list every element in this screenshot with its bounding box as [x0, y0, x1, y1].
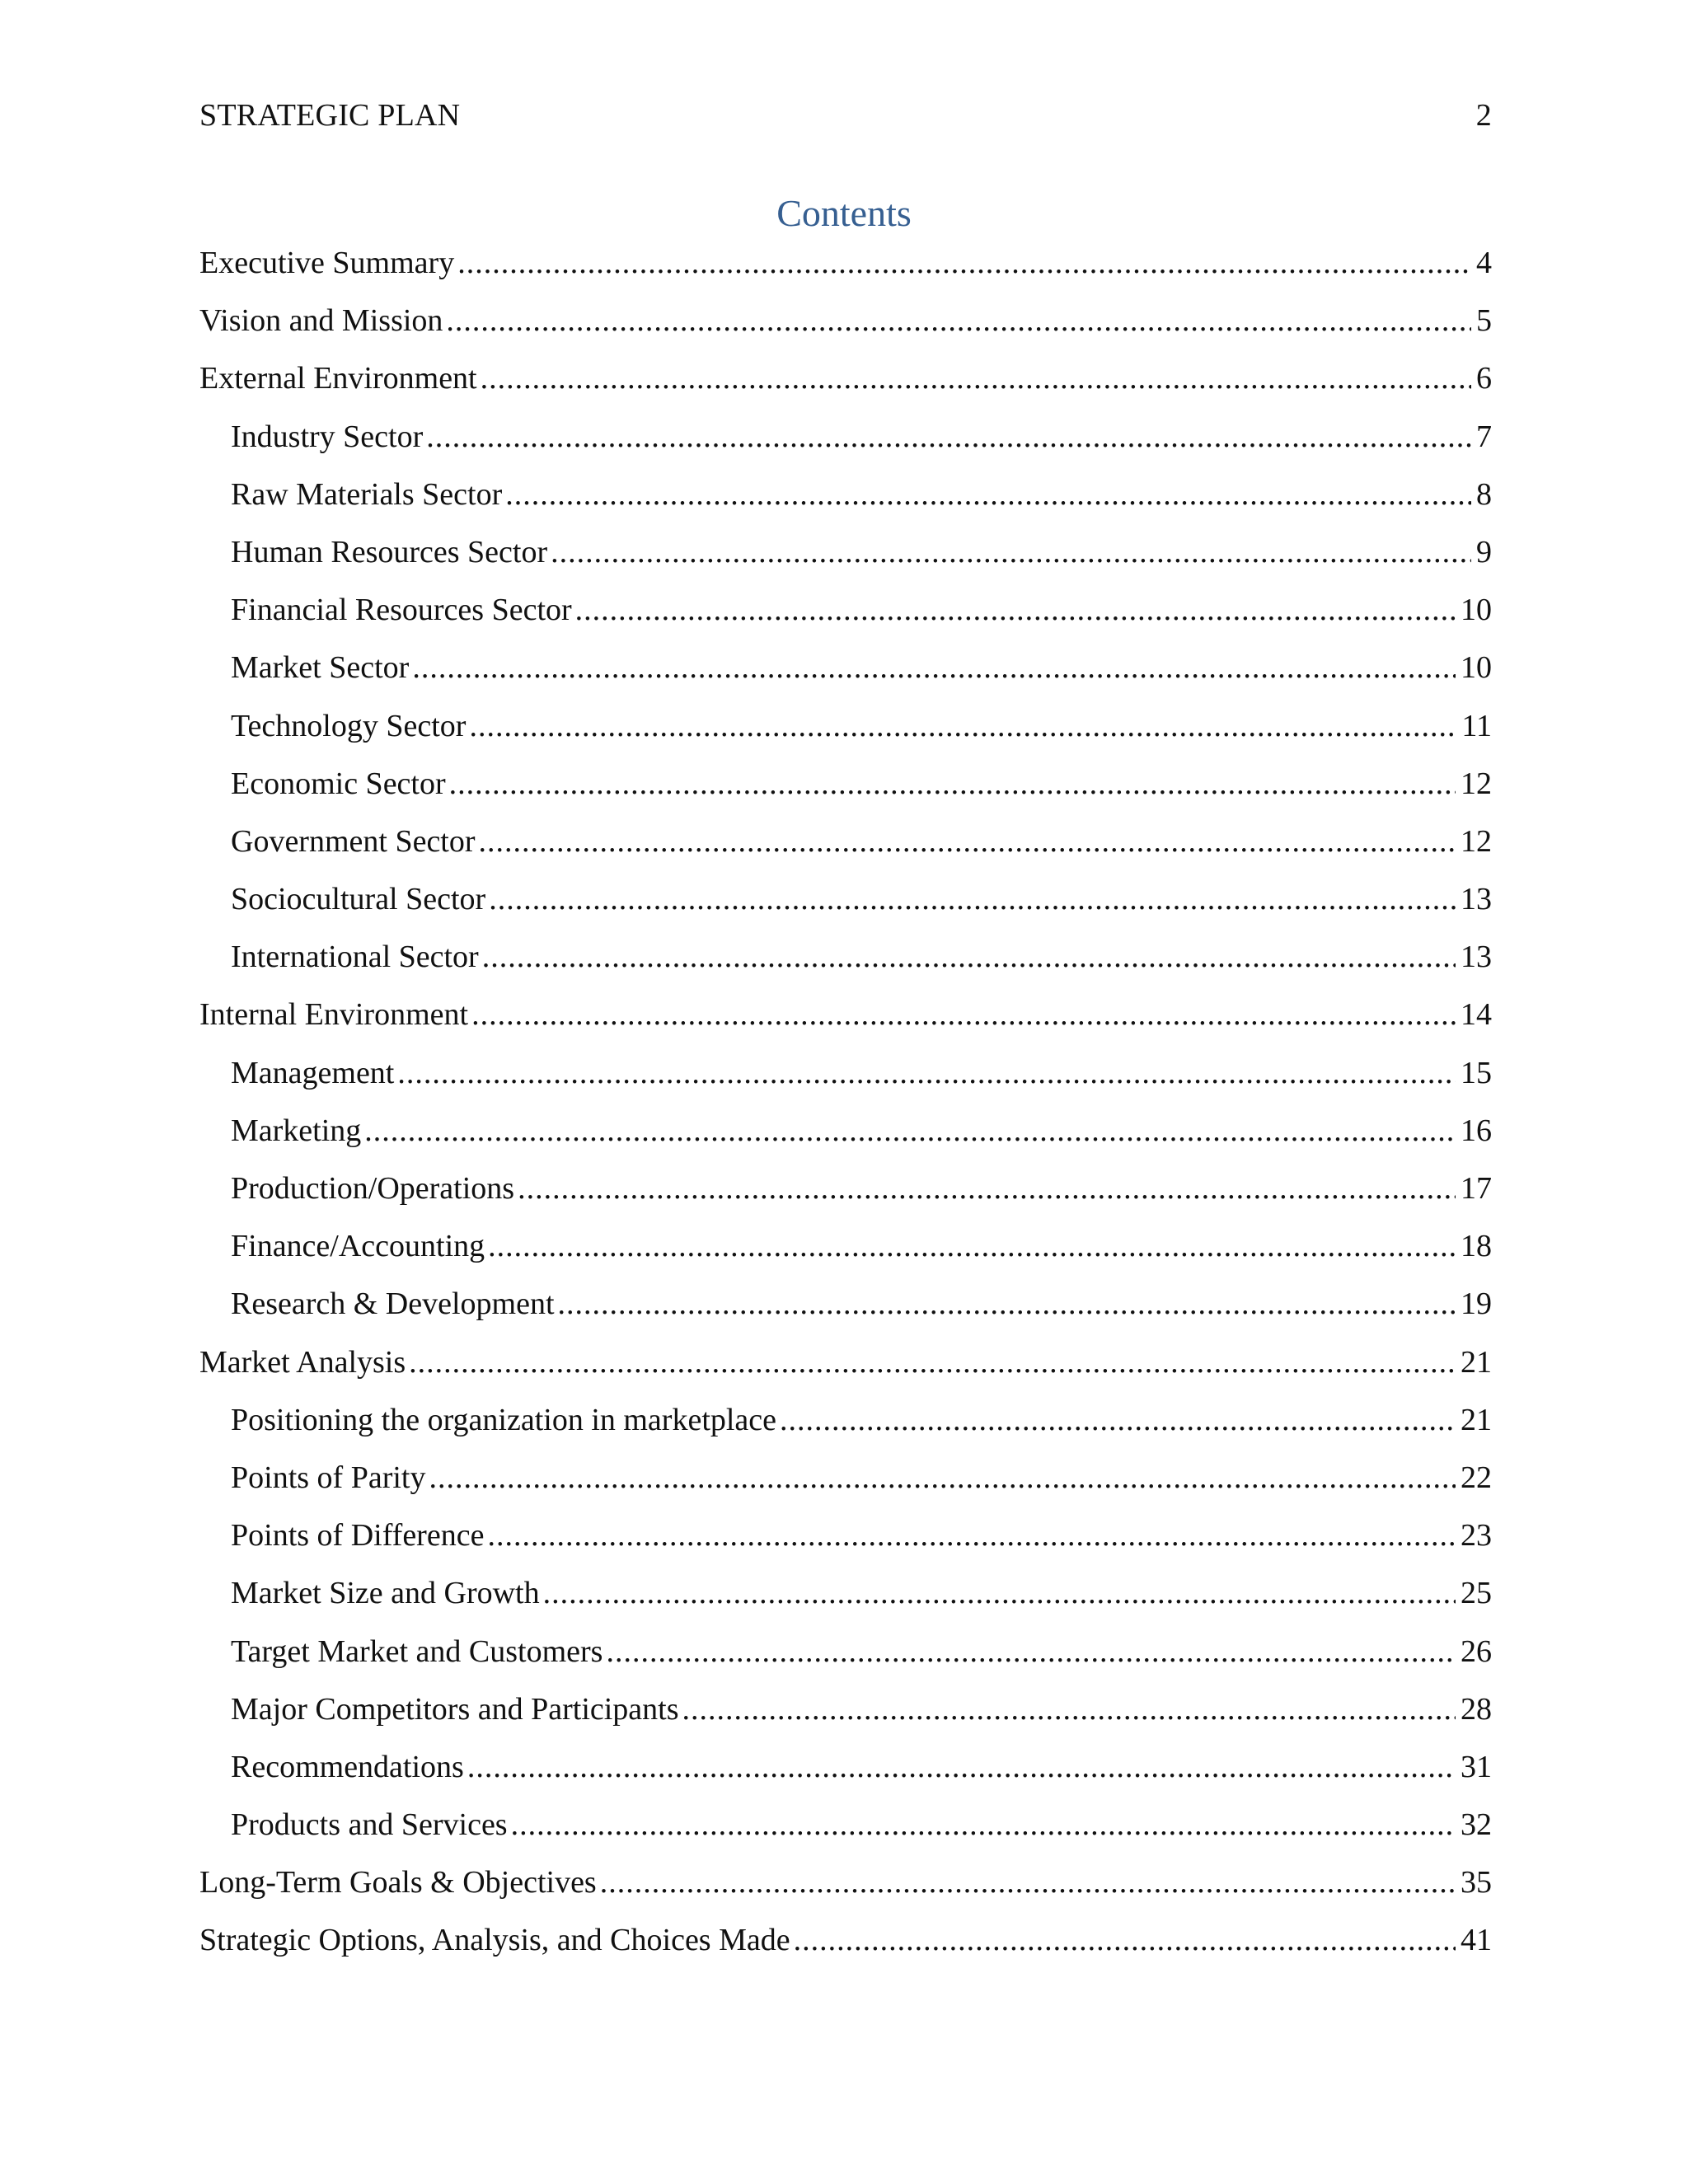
- toc-entry-page-number: 8: [1476, 476, 1492, 512]
- toc-entry[interactable]: [199, 1569, 1492, 1627]
- toc-dot-leader: [682, 1685, 1456, 1733]
- toc-entry[interactable]: [199, 702, 1492, 760]
- toc-entry-label: Financial Resources Sector: [231, 593, 572, 628]
- toc-dot-leader: [429, 1454, 1456, 1502]
- toc-entry-page-number: 17: [1461, 1171, 1492, 1206]
- toc-dot-leader: [409, 1338, 1456, 1386]
- toc-dot-leader: [600, 1858, 1456, 1906]
- toc-entry-label: Internal Environment: [199, 997, 469, 1033]
- toc-entry-page-number: 21: [1461, 1402, 1492, 1437]
- toc-entry-page-number: 9: [1476, 534, 1492, 569]
- toc-entry[interactable]: [199, 991, 1492, 1048]
- toc-entry-page-number: 31: [1461, 1749, 1492, 1784]
- toc-entry[interactable]: [199, 239, 1492, 297]
- toc-entry-page-number: 4: [1476, 246, 1492, 280]
- toc-entry[interactable]: [199, 760, 1492, 818]
- toc-entry-label: Recommendations: [231, 1749, 464, 1784]
- toc-dot-leader: [449, 760, 1456, 808]
- toc-entry-label: Market Sector: [231, 650, 410, 686]
- toc-entry-label: External Environment: [199, 361, 477, 396]
- toc-dot-leader: [505, 471, 1471, 518]
- toc-entry-label: Economic Sector: [231, 766, 446, 801]
- toc-entry-page-number: 10: [1461, 650, 1492, 686]
- toc-entry-label: Target Market and Customers: [231, 1633, 603, 1669]
- toc-entry-label: Human Resources Sector: [231, 534, 548, 569]
- toc-dot-leader: [364, 1107, 1456, 1155]
- toc-dot-leader: [518, 1165, 1456, 1212]
- toc-title: Contents: [776, 192, 912, 234]
- toc-entry-page-number: 13: [1461, 940, 1492, 975]
- toc-entry[interactable]: [199, 1165, 1492, 1222]
- toc-dot-leader: [511, 1801, 1456, 1849]
- toc-entry[interactable]: [199, 1916, 1492, 1974]
- toc-entry-page-number: 12: [1461, 823, 1492, 859]
- toc-dot-leader: [543, 1569, 1456, 1617]
- toc-dot-leader: [488, 1222, 1456, 1270]
- toc-entry[interactable]: [199, 528, 1492, 586]
- toc-entry-label: Major Competitors and Participants: [231, 1691, 679, 1727]
- toc-entry-page-number: 5: [1476, 303, 1492, 339]
- toc-dot-leader: [780, 1396, 1456, 1444]
- toc-entry[interactable]: [199, 1743, 1492, 1801]
- toc-dot-leader: [467, 1743, 1456, 1791]
- toc-entry[interactable]: [199, 1628, 1492, 1685]
- toc-entry[interactable]: [199, 1454, 1492, 1511]
- toc-entry[interactable]: [199, 1049, 1492, 1107]
- toc-entry-label: Industry Sector: [231, 419, 424, 454]
- toc-entry-label: Management: [231, 1055, 395, 1090]
- toc-dot-leader: [446, 297, 1471, 344]
- toc-dot-leader: [471, 991, 1456, 1038]
- toc-entry-label: Technology Sector: [231, 708, 467, 743]
- toc-entry-page-number: 11: [1461, 708, 1492, 743]
- toc-entry[interactable]: [199, 644, 1492, 701]
- toc-entry-label: International Sector: [231, 940, 479, 975]
- toc-entry[interactable]: [199, 1338, 1492, 1396]
- toc-dot-leader: [469, 702, 1456, 750]
- toc-dot-leader: [481, 354, 1471, 402]
- toc-entry-page-number: 26: [1461, 1633, 1492, 1669]
- toc-entry-label: Marketing: [231, 1113, 362, 1148]
- running-title: STRATEGIC PLAN: [199, 98, 461, 133]
- page-number: 2: [1475, 98, 1492, 133]
- toc-entry-page-number: 15: [1461, 1055, 1492, 1090]
- toc-dot-leader: [426, 413, 1471, 461]
- toc-entry[interactable]: [199, 1858, 1492, 1916]
- toc-entry-label: Positioning the organization in marketplace: [231, 1402, 777, 1437]
- toc-entry-page-number: 41: [1461, 1923, 1492, 1958]
- toc-entry-page-number: 16: [1461, 1113, 1492, 1148]
- toc-entry-label: Points of Difference: [231, 1518, 485, 1554]
- toc-dot-leader: [412, 644, 1456, 691]
- toc-entry-label: Production/Operations: [231, 1171, 515, 1206]
- toc-entry-page-number: 35: [1461, 1865, 1492, 1900]
- toc-entry[interactable]: [199, 1396, 1492, 1454]
- toc-entry[interactable]: [199, 933, 1492, 991]
- toc-dot-leader: [558, 1280, 1456, 1328]
- toc-entry-page-number: 28: [1461, 1691, 1492, 1727]
- toc-entry-page-number: 21: [1461, 1344, 1492, 1380]
- toc-entry[interactable]: [199, 875, 1492, 933]
- toc-entry[interactable]: [199, 297, 1492, 354]
- toc-entry-label: Products and Services: [231, 1807, 508, 1843]
- toc-entry-page-number: 32: [1461, 1807, 1492, 1843]
- toc-entry[interactable]: [199, 1801, 1492, 1858]
- toc-entry-label: Research & Development: [231, 1286, 555, 1322]
- toc-entry-page-number: 19: [1461, 1286, 1492, 1322]
- running-header: [199, 97, 1492, 138]
- toc-entry[interactable]: [199, 413, 1492, 471]
- toc-dot-leader: [794, 1916, 1456, 1964]
- toc-entry[interactable]: [199, 1222, 1492, 1280]
- toc-dot-leader: [489, 875, 1456, 923]
- toc-entry-label: Raw Materials Sector: [231, 476, 503, 512]
- toc-entry-label: Market Size and Growth: [231, 1576, 540, 1611]
- table-of-contents: [199, 239, 1492, 1975]
- toc-entry-page-number: 18: [1461, 1229, 1492, 1264]
- toc-dot-leader: [457, 239, 1471, 287]
- toc-entry[interactable]: [199, 586, 1492, 644]
- toc-entry[interactable]: [199, 354, 1492, 412]
- toc-entry-page-number: 10: [1461, 593, 1492, 628]
- toc-dot-leader: [551, 528, 1471, 576]
- toc-entry-page-number: 23: [1461, 1518, 1492, 1554]
- toc-entry[interactable]: [199, 818, 1492, 875]
- toc-entry-page-number: 25: [1461, 1576, 1492, 1611]
- toc-entry[interactable]: [199, 1685, 1492, 1743]
- toc-entry-page-number: 12: [1461, 766, 1492, 801]
- toc-dot-leader: [487, 1511, 1456, 1559]
- toc-entry-label: Government Sector: [231, 823, 476, 859]
- toc-dot-leader: [479, 818, 1456, 865]
- toc-entry-label: Vision and Mission: [199, 303, 443, 339]
- toc-entry-label: Executive Summary: [199, 246, 455, 280]
- toc-entry-page-number: 13: [1461, 882, 1492, 917]
- toc-entry[interactable]: [199, 1280, 1492, 1338]
- toc-dot-leader: [606, 1628, 1456, 1675]
- toc-dot-leader: [397, 1049, 1456, 1097]
- toc-entry[interactable]: [199, 1107, 1492, 1165]
- toc-entry-page-number: 22: [1461, 1460, 1492, 1495]
- toc-entry-label: Points of Parity: [231, 1460, 426, 1495]
- toc-dot-leader: [482, 933, 1456, 981]
- toc-entry-label: Long-Term Goals & Objectives: [199, 1865, 597, 1900]
- toc-entry-page-number: 7: [1476, 419, 1492, 454]
- toc-entry-label: Finance/Accounting: [231, 1229, 485, 1264]
- toc-dot-leader: [575, 586, 1456, 634]
- toc-entry-page-number: 6: [1476, 361, 1492, 396]
- toc-entry[interactable]: [199, 1511, 1492, 1569]
- toc-entry-label: Market Analysis: [199, 1344, 406, 1380]
- toc-entry-page-number: 14: [1461, 997, 1492, 1033]
- toc-entry-label: Strategic Options, Analysis, and Choices Made: [199, 1923, 790, 1958]
- toc-entry[interactable]: [199, 471, 1492, 528]
- toc-entry-label: Sociocultural Sector: [231, 882, 486, 917]
